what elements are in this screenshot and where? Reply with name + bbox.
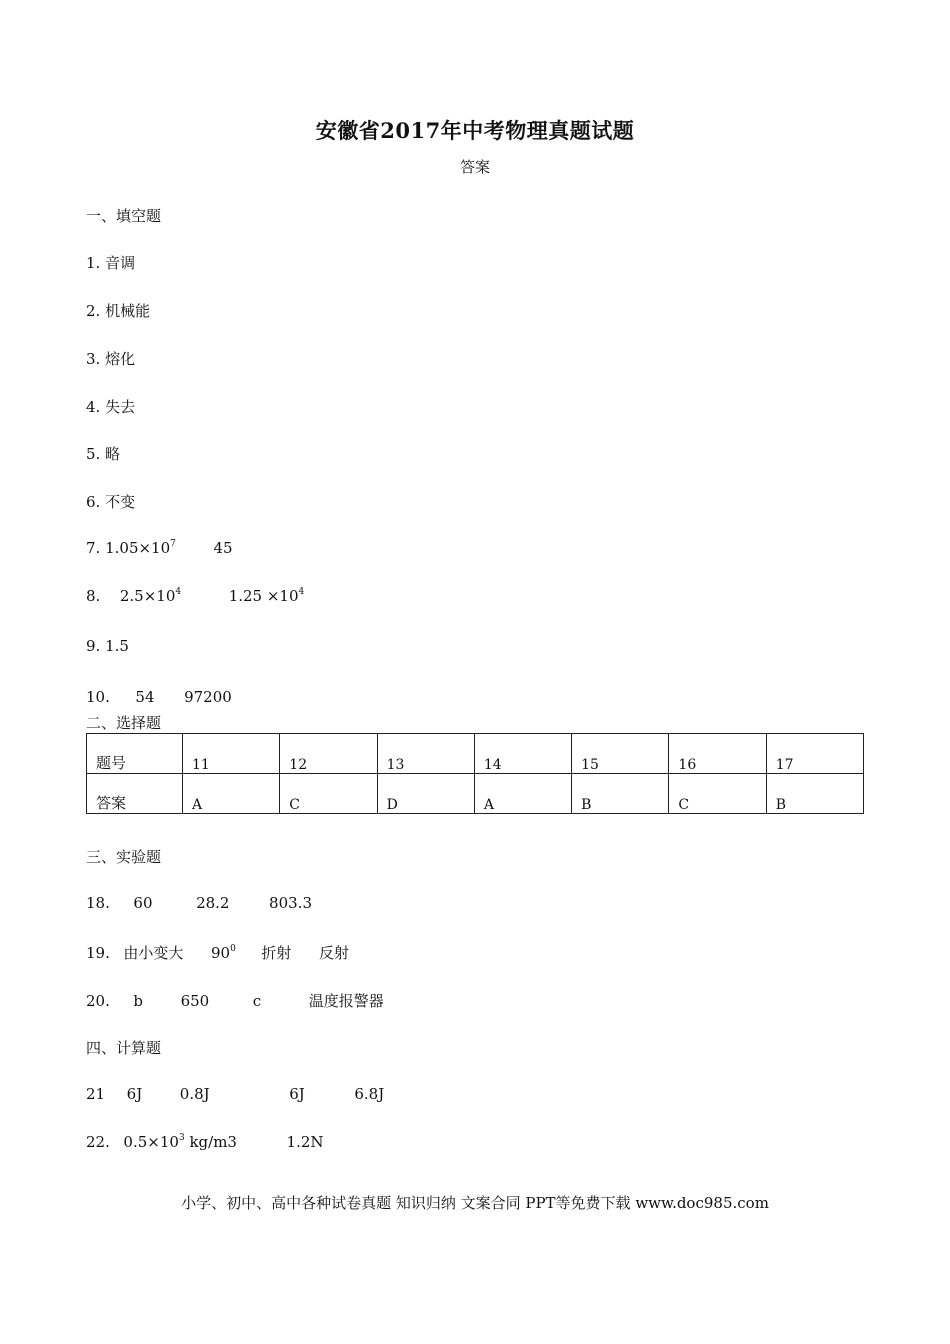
answer-22 <box>86 1133 324 1151</box>
table-cell: 16 <box>669 734 766 774</box>
table-cell: B <box>572 774 669 814</box>
table-cell: 15 <box>572 734 669 774</box>
table-cell: C <box>280 774 377 814</box>
answer-8-a-exp: 4 <box>175 587 182 597</box>
table-cell: 题号 <box>87 734 183 774</box>
page-footer: 小学、初中、高中各种试卷真题 知识归纳 文案合同 PPT等免费下载 www.doc985.com <box>181 1194 769 1212</box>
answer-10-num: 10. <box>86 688 110 706</box>
answer-20 <box>86 990 384 1011</box>
answer-7 <box>86 539 233 557</box>
answer-10-a: 54 <box>135 688 155 706</box>
answer-8 <box>86 587 304 605</box>
answer-22-num: 22. <box>86 1133 110 1151</box>
answer-18 <box>86 894 312 912</box>
answer-20-c: c <box>252 992 262 1010</box>
answer-21-c: 6J <box>289 1085 305 1103</box>
answer-21 <box>86 1085 384 1103</box>
answer-9: 9. 1.5 <box>86 637 129 655</box>
table-row <box>87 734 864 774</box>
answer-18-num: 18. <box>86 894 110 912</box>
answer-19-a: 由小变大 <box>123 944 184 962</box>
answer-19-b: 90 <box>211 944 231 962</box>
answer-1: 1. 音调 <box>86 254 136 272</box>
answer-7-base: 1.05×10 <box>105 539 171 557</box>
answer-8-b-exp: 4 <box>298 587 305 597</box>
answer-19 <box>86 942 349 963</box>
section-experiment: 三、实验题 <box>86 848 162 866</box>
answer-8-num: 8. <box>86 587 101 605</box>
answer-22-a: 0.5×10 <box>123 1133 179 1151</box>
answer-5: 5. 略 <box>86 445 121 463</box>
table-cell: 14 <box>474 734 571 774</box>
answer-20-b: 650 <box>180 992 210 1010</box>
answer-21-num: 21 <box>86 1085 106 1103</box>
section-choice: 二、选择题 <box>86 714 162 732</box>
table-cell: 17 <box>766 734 863 774</box>
answer-8-a: 2.5×10 <box>119 587 176 605</box>
answer-19-c: 折射 <box>261 944 292 962</box>
table-cell: C <box>669 774 766 814</box>
answer-21-b: 0.8J <box>179 1085 210 1103</box>
table-cell: B <box>766 774 863 814</box>
answer-7-exp: 7 <box>170 539 176 549</box>
answer-21-d: 6.8J <box>354 1085 385 1103</box>
table-cell: A <box>474 774 571 814</box>
page-subtitle: 答案 <box>459 158 490 176</box>
answer-18-a: 60 <box>133 894 153 912</box>
answer-18-b: 28.2 <box>196 894 230 912</box>
answer-20-num: 20. <box>86 992 110 1010</box>
answer-3: 3. 熔化 <box>86 350 136 368</box>
answer-19-num: 19. <box>86 944 110 962</box>
answer-8-b: 1.25 ×10 <box>228 587 299 605</box>
answer-22-a-exp: 3 <box>178 1133 185 1143</box>
table-cell: 13 <box>377 734 474 774</box>
table-cell: 11 <box>183 734 280 774</box>
table-cell: 12 <box>280 734 377 774</box>
answer-6: 6. 不变 <box>86 493 136 511</box>
answer-10-b: 97200 <box>184 688 232 706</box>
answer-20-d: 温度报警器 <box>308 992 384 1010</box>
page-title: 安徽省2017年中考物理真题试题 <box>315 118 635 143</box>
answer-19-b-exp: 0 <box>230 944 236 954</box>
table-cell: A <box>183 774 280 814</box>
answer-7-num: 7. <box>86 539 101 557</box>
table-row <box>87 774 864 814</box>
answer-21-a: 6J <box>126 1085 143 1103</box>
answer-10 <box>86 688 232 706</box>
table-cell: 答案 <box>87 774 183 814</box>
answer-19-d: 反射 <box>318 944 349 962</box>
answer-4: 4. 失去 <box>86 398 136 416</box>
table-cell: D <box>377 774 474 814</box>
answer-20-a: b <box>133 992 144 1010</box>
section-calculation: 四、计算题 <box>86 1039 162 1057</box>
answer-7-second: 45 <box>213 539 233 557</box>
choice-answer-table <box>86 733 864 814</box>
answer-2: 2. 机械能 <box>86 302 151 320</box>
answer-18-c: 803.3 <box>269 894 312 912</box>
answer-22-b: 1.2N <box>286 1133 324 1151</box>
answer-22-a-unit: kg/m3 <box>189 1133 237 1151</box>
section-fill-in: 一、填空题 <box>86 207 162 225</box>
